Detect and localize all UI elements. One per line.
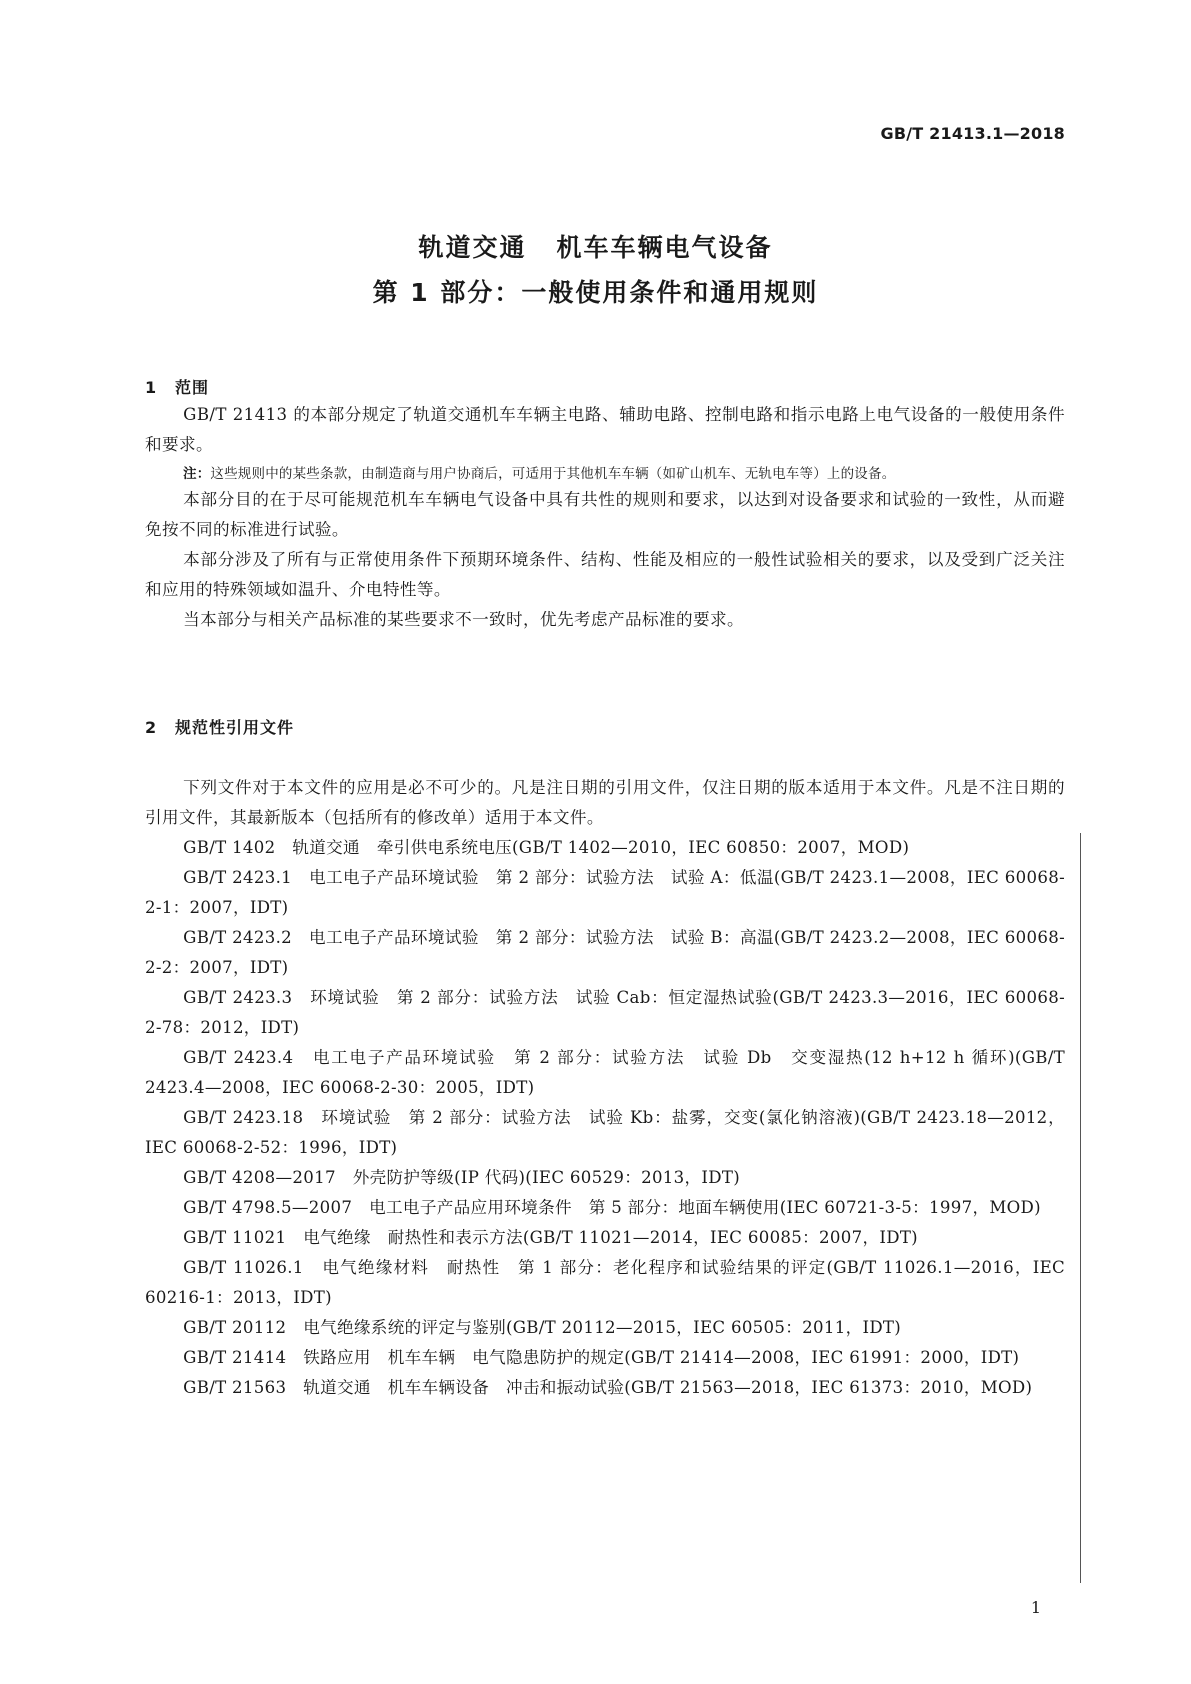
- scope-paragraph-4: 当本部分与相关产品标准的某些要求不一致时，优先考虑产品标准的要求。: [183, 610, 744, 629]
- reference-item: GB/T 2423.4 电工电子产品环境试验 第 2 部分：试验方法 试验 Db 交变湿热(12 h+12 h 循环)(GB/T 2423.4—2008，IEC 60068-2-30：2005，IDT): [145, 1048, 1065, 1097]
- reference-item: GB/T 21563 轨道交通 机车车辆设备 冲击和振动试验(GB/T 21563—2018，IEC 61373：2010，MOD): [183, 1378, 1033, 1397]
- reference-item: GB/T 2423.18 环境试验 第 2 部分：试验方法 试验 Kb：盐雾，交变(氯化钠溶液)(GB/T 2423.18—2012，IEC 60068-2-52：1996，IDT): [145, 1108, 1065, 1157]
- title-part-2: 机车车辆电气设备: [556, 233, 773, 262]
- section-heading-scope: [145, 375, 209, 398]
- section-number: 2: [145, 718, 158, 737]
- title-part-1: 轨道交通: [418, 233, 527, 262]
- document-title-line-2: 第 1 部分：一般使用条件和通用规则: [372, 278, 819, 307]
- reference-item: GB/T 21414 铁路应用 机车车辆 电气隐患防护的规定(GB/T 21414—2008，IEC 61991：2000，IDT): [183, 1348, 1020, 1367]
- section-heading-normative-references: [145, 715, 294, 738]
- reference-item: GB/T 1402 轨道交通 牵引供电系统电压(GB/T 1402—2010，IEC 60850：2007，MOD): [183, 838, 910, 857]
- reference-item: GB/T 4208—2017 外壳防护等级(IP 代码)(IEC 60529：2013，IDT): [183, 1168, 741, 1187]
- section-title: 范围: [175, 378, 210, 397]
- margin-rule: [1080, 833, 1081, 1583]
- reference-item: GB/T 20112 电气绝缘系统的评定与鉴别(GB/T 20112—2015，IEC 60505：2011，IDT): [183, 1318, 902, 1337]
- scope-paragraph-1: GB/T 21413 的本部分规定了轨道交通机车车辆主电路、辅助电路、控制电路和指示电路上电气设备的一般使用条件和要求。: [145, 405, 1065, 454]
- reference-item: GB/T 2423.2 电工电子产品环境试验 第 2 部分：试验方法 试验 B：高温(GB/T 2423.2—2008，IEC 60068-2-2：2007，IDT): [145, 928, 1065, 977]
- reference-item: GB/T 2423.1 电工电子产品环境试验 第 2 部分：试验方法 试验 A：低温(GB/T 2423.1—2008，IEC 60068-2-1：2007，IDT): [145, 868, 1065, 917]
- scope-paragraph-3: 本部分涉及了所有与正常使用条件下预期环境条件、结构、性能及相应的一般性试验相关的要求，以及受到广泛关注和应用的特殊领域如温升、介电特性等。: [145, 550, 1065, 599]
- reference-item: GB/T 2423.3 环境试验 第 2 部分：试验方法 试验 Cab：恒定湿热试验(GB/T 2423.3—2016，IEC 60068-2-78：2012，IDT): [145, 988, 1065, 1037]
- reference-item: GB/T 4798.5—2007 电工电子产品应用环境条件 第 5 部分：地面车辆使用(IEC 60721-3-5：1997，MOD): [183, 1198, 1041, 1217]
- references-intro: 下列文件对于本文件的应用是必不可少的。凡是注日期的引用文件，仅注日期的版本适用于本文件。凡是不注日期的引用文件，其最新版本（包括所有的修改单）适用于本文件。: [145, 778, 1065, 827]
- page-number: 1: [1030, 1598, 1041, 1617]
- note-label: 注：: [183, 466, 211, 482]
- scope-note: [183, 464, 1063, 484]
- document-title-line-1: [0, 228, 1191, 264]
- standard-code: GB/T 21413.1—2018: [880, 124, 1065, 143]
- scope-paragraph-2: 本部分目的在于尽可能规范机车车辆电气设备中具有共性的规则和要求，以达到对设备要求和试验的一致性，从而避免按不同的标准进行试验。: [145, 490, 1065, 539]
- reference-list: [145, 833, 1065, 1403]
- note-text: 这些规则中的某些条款，由制造商与用户协商后，可适用于其他机车车辆（如矿山机车、无轨电车等）上的设备。: [210, 466, 896, 482]
- reference-item: GB/T 11026.1 电气绝缘材料 耐热性 第 1 部分：老化程序和试验结果的评定(GB/T 11026.1—2016，IEC 60216-1：2013，IDT): [145, 1258, 1065, 1307]
- section-title: 规范性引用文件: [175, 718, 295, 737]
- section-number: 1: [145, 378, 158, 397]
- reference-item: GB/T 11021 电气绝缘 耐热性和表示方法(GB/T 11021—2014，IEC 60085：2007，IDT): [183, 1228, 918, 1247]
